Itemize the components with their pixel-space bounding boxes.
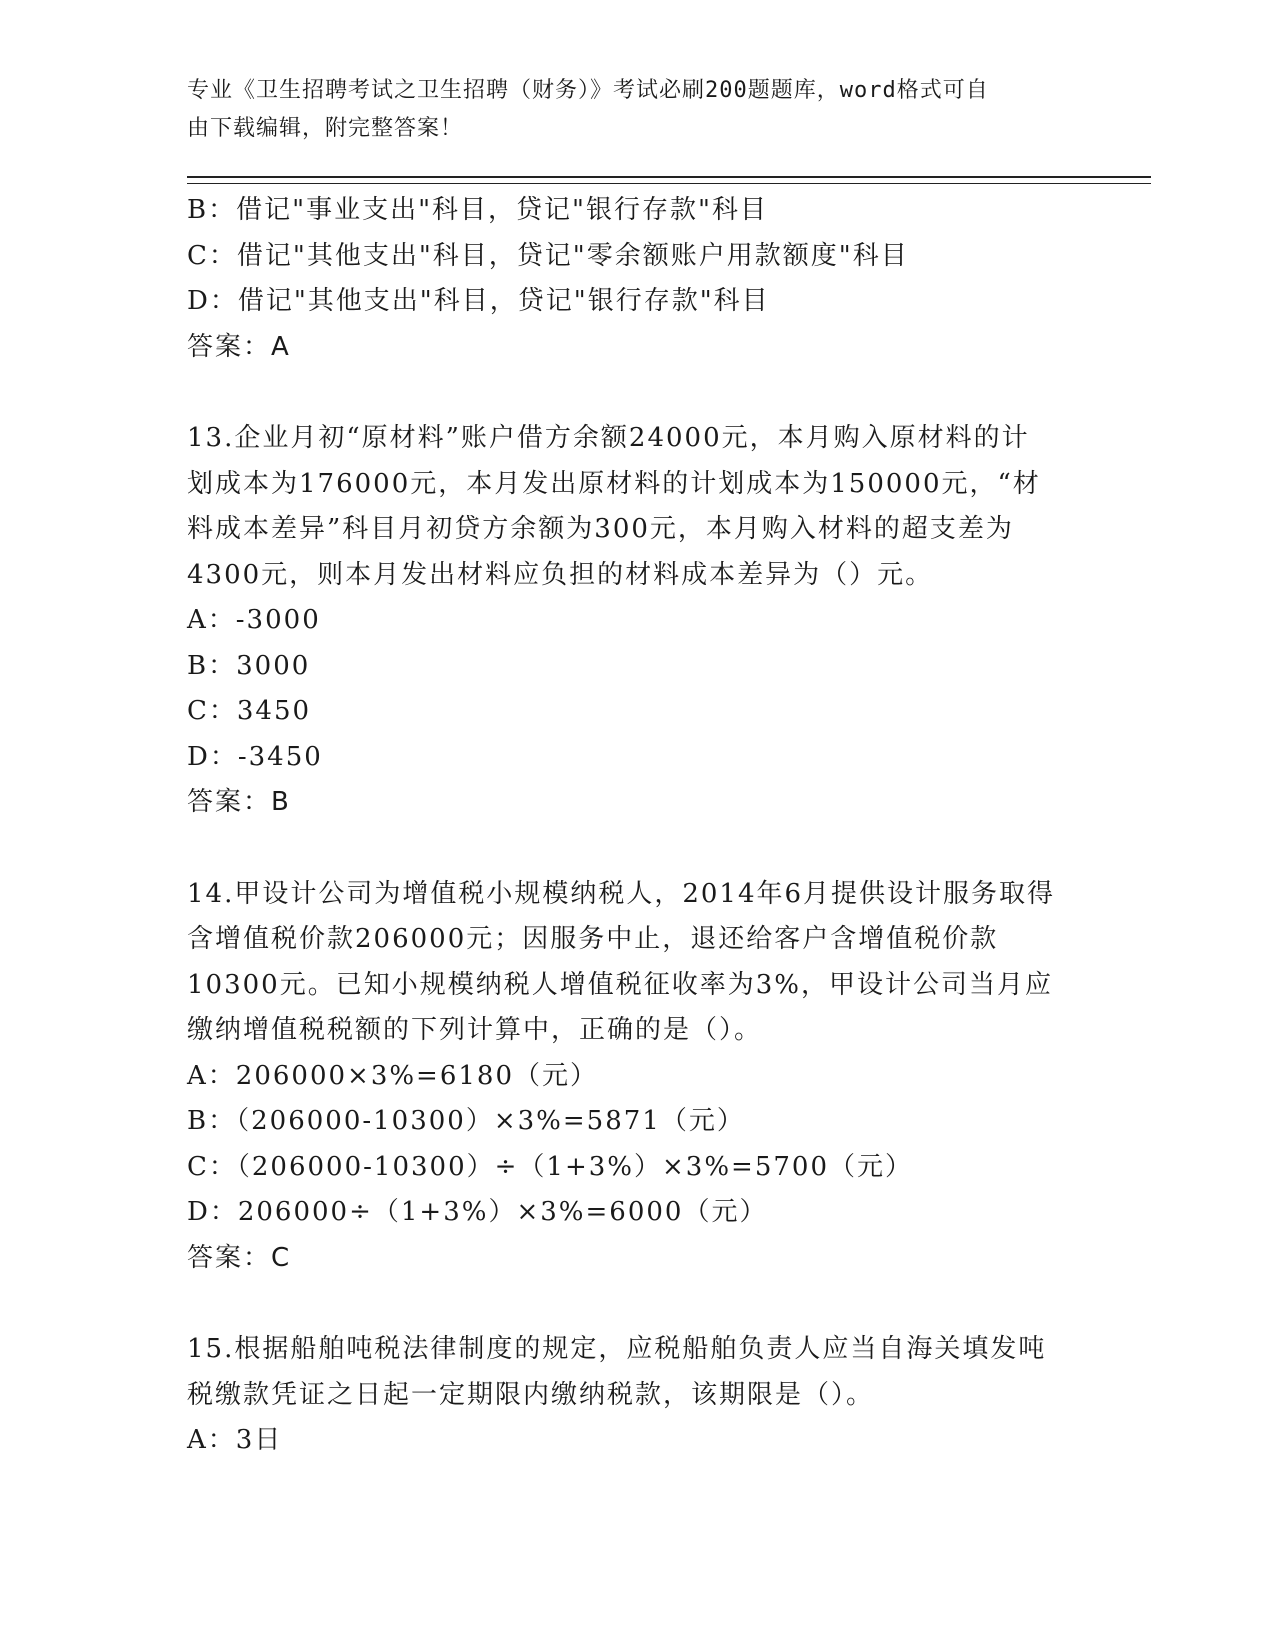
q14-stem-line-3: 10300元。已知小规模纳税人增值税征收率为3%，甲设计公司当月应 [187,969,1053,1000]
q14-option-a: A：206000×3%=6180（元） [187,1060,599,1091]
document-body [187,188,1087,1464]
spacer [187,370,1087,416]
q14-stem-line-4: 缴纳增值税税额的下列计算中，正确的是（）。 [187,1015,763,1045]
q14-answer: 答案：C [187,1242,292,1273]
spacer [187,826,1087,872]
q13-stem-line-1: 13.企业月初“原材料”账户借方余额24000元，本月购入原材料的计 [187,423,1030,453]
q13-stem-line-4: 4300元，则本月发出材料应负担的材料成本差异为（）元。 [187,559,934,590]
q13-option-a: A：-3000 [187,605,321,635]
q13-option-d: D：-3450 [187,741,323,772]
header-divider-thick [187,176,1151,178]
q12-answer: 答案：A [187,331,291,362]
header-line-2: 由下载编辑，附完整答案！ [187,116,464,141]
q13-stem-line-3: 料成本差异”科目月初贷方余额为300元，本月购入材料的超支差为 [187,514,1014,544]
q13-option-b: B：3000 [187,650,311,681]
q15-option-a: A：3日 [187,1425,283,1455]
q14-stem-line-2: 含增值税价款206000元；因服务中止，退还给客户含增值税价款 [187,924,999,954]
q14-option-b: B：（206000-10300）×3%=5871（元） [187,1106,745,1136]
q12-option-d: D：借记"其他支出"科目，贷记"银行存款"科目 [187,286,770,316]
q14-option-d: D：206000÷（1+3%）×3%=6000（元） [187,1197,768,1227]
question-13 [187,416,1087,826]
question-12 [187,188,1087,370]
q14-stem-line-1: 14.甲设计公司为增值税小规模纳税人，2014年6月提供设计服务取得 [187,878,1056,909]
q13-answer: 答案：B [187,787,291,817]
q15-stem-line-2: 税缴款凭证之日起一定期限内缴纳税款，该期限是（）。 [187,1379,875,1410]
q13-option-c: C：3450 [187,696,312,726]
q15-stem-line-1: 15.根据船舶吨税法律制度的规定，应税船舶负责人应当自海关填发吨 [187,1334,1047,1364]
question-15 [187,1327,1087,1464]
header-line-1: 专业《卫生招聘考试之卫生招聘（财务）》考试必刷200题题库，word格式可自 [187,78,989,103]
q12-option-b: B：借记"事业支出"科目，贷记"银行存款"科目 [187,195,768,225]
document-header [187,72,1067,148]
header-divider-thin [187,183,1151,184]
q14-option-c: C：（206000-10300）÷（1+3%）×3%=5700（元） [187,1151,913,1182]
q12-option-c: C：借记"其他支出"科目，贷记"零余额账户用款额度"科目 [187,240,909,271]
q13-stem-line-2: 划成本为176000元，本月发出原材料的计划成本为150000元，“材 [187,468,1041,499]
spacer [187,1281,1087,1327]
question-14 [187,872,1087,1282]
